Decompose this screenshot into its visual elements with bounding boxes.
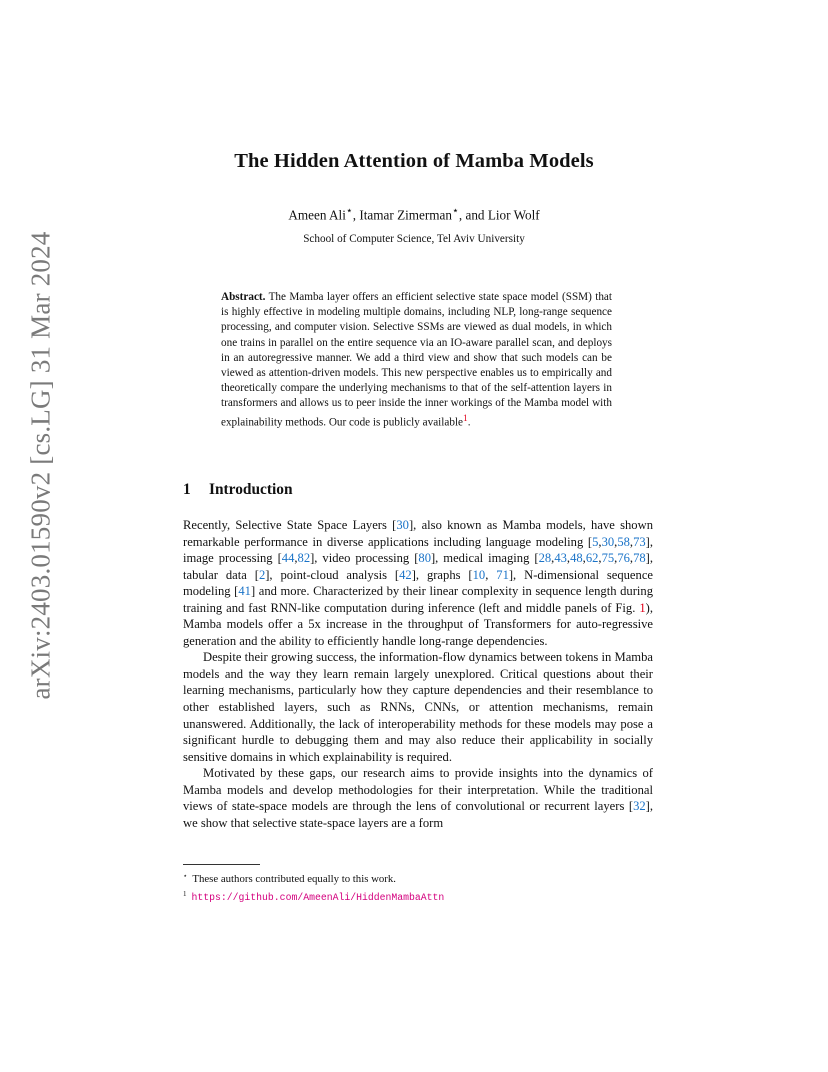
figure-ref-link[interactable]: 1 (639, 600, 646, 615)
section-body (183, 517, 653, 831)
footnote: $^1$ https://github.com/AmeenAli/HiddenMambaAttn (183, 890, 445, 903)
citation-link[interactable]: 5 (592, 534, 599, 549)
abstract-text: The Mamba layer offers an efficient selective state space model (SSM) that is highly effective in modeling multiple domains, including NLP, long-range sequence processing, and computer vision. Selective SSMs are viewed as dual models, in which one trains in parallel on the entire sequence via an IO-aware parallel scan, and deploys in an autoregressive manner. We add a third view and show that such models can be viewed as attention-driven models. This new perspective enables us to empirically and theoretically compare the underlying mechanisms to that of the self-attention layers in transformers and allows us to peer inside the inner workings of the Mamba model with explainability methods. Our code is publicly available (221, 291, 612, 429)
section-heading (183, 481, 293, 499)
abstract: Abstract. The Mamba layer offers an efficient selective state space model (SSM) that is highly effective in modeling multiple domains, including NLP, long-range sequence processing, and computer vision. Selective SSMs are viewed as dual models, in which one trains in parallel on the entire sequence via an IO-aware parallel scan, and deploys in an autoregressive manner. We add a third view and show that such models can be viewed as attention-driven models. This new perspective enables us to empirically and theoretically compare the underlying mechanisms to that of the self-attention layers in transformers and allows us to peer inside the inner workings of the Mamba model with explainability methods. Our code is publicly available$^1$. (221, 291, 612, 429)
citation-link[interactable]: 73 (633, 534, 646, 549)
paragraph: Recently, Selective State Space Layers [30], also known as Mamba models, have shown remarkable performance in diverse applications including language modeling [5,30,58,73], image processing [44,82], video processing [80], medical imaging [28,43,48,62,75,76,78], tabular data [2], point-cloud analysis [42], graphs [10, 71], N-dimensional sequence modeling [41] and more. Characterized by their linear complexity in sequence length during training and fast RNN-like computation during inference (left and middle panels of Fig. 1), Mamba models offer a 5x increase in the throughput of Transformers for auto-regressive generation and the ability to efficiently handle long-range dependencies. (183, 518, 653, 648)
arxiv-identifier-text: arXiv:2403.01590v2 [cs.LG] 31 Mar 2024 (25, 230, 56, 700)
section-title: Introduction (209, 481, 293, 498)
citation-link[interactable]: 43 (554, 551, 567, 566)
citation-link[interactable]: 62 (585, 551, 599, 566)
author-name: Ameen Ali (288, 207, 346, 223)
citation-link[interactable]: 32 (633, 799, 646, 814)
citation-link[interactable]: 30 (396, 518, 409, 532)
citation-link[interactable]: 76 (617, 551, 630, 566)
citation-link[interactable]: 30 (601, 534, 615, 549)
equal-contribution-mark: ⋆ (345, 205, 353, 217)
citation-link[interactable]: 2 (258, 567, 266, 582)
citation-link[interactable]: 41 (238, 584, 251, 599)
author-name: Itamar Zimerman (359, 207, 452, 223)
citation-link[interactable]: 58 (617, 534, 630, 549)
citation-link[interactable]: 44 (281, 551, 295, 566)
citation-link[interactable]: 28 (538, 551, 552, 566)
citation-link[interactable]: 80 (418, 551, 431, 566)
equal-contribution-mark: ⋆ (452, 205, 459, 217)
section-number: 1 (183, 481, 191, 498)
paper-title: The Hidden Attention of Mamba Models (234, 150, 594, 172)
citation-link[interactable]: 75 (601, 551, 615, 566)
footnote: ⋆ These authors contributed equally to this work. (183, 872, 396, 885)
paragraph: Motivated by these gaps, our research aims to provide insights into the dynamics of Mamba models and develop methodologies for their interpretation. While the traditional views of state-space models are through the lens of convolutional or recurrent layers [32], we show that selective state-space layers are a form (183, 766, 653, 830)
citation-link[interactable]: 10 (472, 567, 486, 582)
citation-link[interactable]: 48 (570, 551, 583, 566)
affiliation: School of Computer Science, Tel Aviv University (303, 233, 525, 245)
arxiv-identifier-stamp (23, 230, 59, 700)
paragraph: Despite their growing success, the information-flow dynamics between tokens in Mamba models and the way they learn remain largely unexplored. Critical questions about their learning mechanisms, particularly how they capture dependencies and their resemblance to other established layers, such as RNNs, CNNs, or attention mechanisms, remain unanswered. Additionally, the lack of interoperability methods for these models may pose a significant hurdle to debugging them and may also reduce their applicability in socially sensitive domains in which explainability is required. (183, 650, 653, 764)
abstract-label: Abstract. (221, 291, 266, 303)
footnotes (183, 869, 444, 905)
citation-link[interactable]: 71 (496, 567, 509, 582)
citation-link[interactable]: 42 (399, 567, 412, 582)
citation-link[interactable]: 82 (297, 551, 311, 566)
repository-link[interactable]: https://github.com/AmeenAli/HiddenMambaAttn (191, 892, 445, 903)
author-name: Lior Wolf (487, 207, 540, 223)
footnote-divider (183, 864, 260, 865)
footnote-ref[interactable]: 1 (463, 413, 468, 424)
author-list: Ameen Ali⋆, Itamar Zimerman⋆, and Lior Wolf (288, 205, 540, 223)
citation-link[interactable]: 78 (633, 551, 646, 566)
